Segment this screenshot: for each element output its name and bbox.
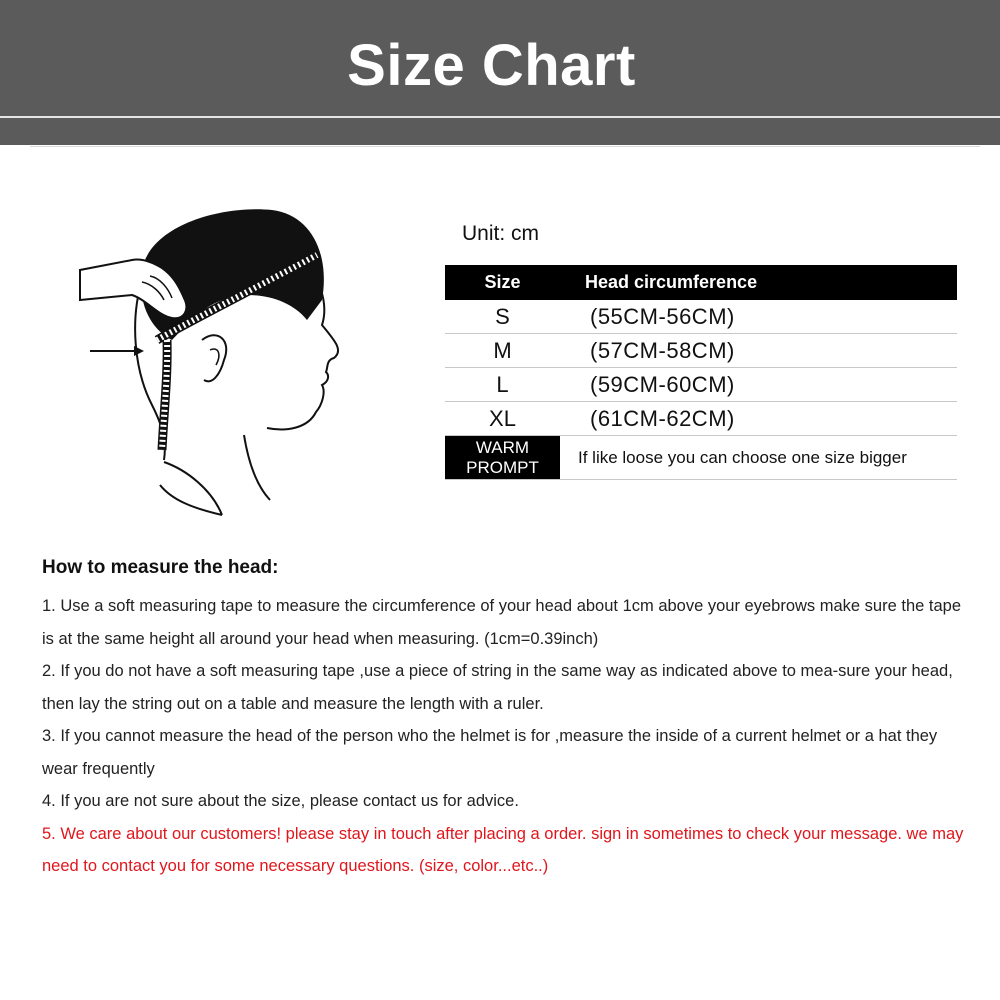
customer-note: 5. We care about our customers! please stay in touch after placing a order. sign in sometimes to check your message. we may need to contact you for some necessary questions. (size, color...etc..) [42,824,964,875]
instructions-list [42,590,972,883]
table-row [445,300,957,334]
circumference-cell: (61CM-62CM) [560,402,957,436]
size-cell: L [445,368,560,402]
head-measuring-illustration [72,200,362,525]
circumference-cell: (57CM-58CM) [560,334,957,368]
title-banner [0,0,1000,145]
table-row [445,334,957,368]
instruction-step: 4. If you are not sure about the size, please contact us for advice. [42,792,519,810]
size-cell: XL [445,402,560,436]
section-divider [30,146,980,147]
warm-prompt-text: If like loose you can choose one size bigger [560,436,957,480]
page-title: Size Chart [347,33,636,98]
warm-prompt-line2: PROMPT [466,457,539,477]
warm-prompt-line1: WARM [475,437,530,457]
instructions-title: How to measure the head: [42,557,279,578]
size-cell: S [445,300,560,334]
size-table [445,265,957,480]
instruction-step: 1. Use a soft measuring tape to measure the circumference of your head about 1cm above your eyebrows make sure the tape is at the same height all around your head when measuring. (1cm=0.39inch) [42,597,961,648]
circumference-cell: (59CM-60CM) [560,368,957,402]
table-row [445,402,957,436]
warm-prompt-row [445,436,957,480]
instruction-step: 3. If you cannot measure the head of the person who the helmet is for ,measure the inside of a current helmet or a hat they wear frequently [42,727,938,778]
circumference-cell: (55CM-56CM) [560,300,957,334]
warm-prompt-label [445,436,560,480]
table-row [445,368,957,402]
column-header-size: Size [445,265,560,300]
unit-label: Unit: cm [462,222,540,245]
column-header-head-circumference: Head circumference [560,265,957,300]
instruction-step: 2. If you do not have a soft measuring tape ,use a piece of string in the same way as indicated above to mea-sure your head, then lay the string out on a table and measure the length with a ruler. [42,662,953,713]
table-header-row [445,265,957,300]
size-cell: M [445,334,560,368]
banner-divider [0,116,1000,118]
